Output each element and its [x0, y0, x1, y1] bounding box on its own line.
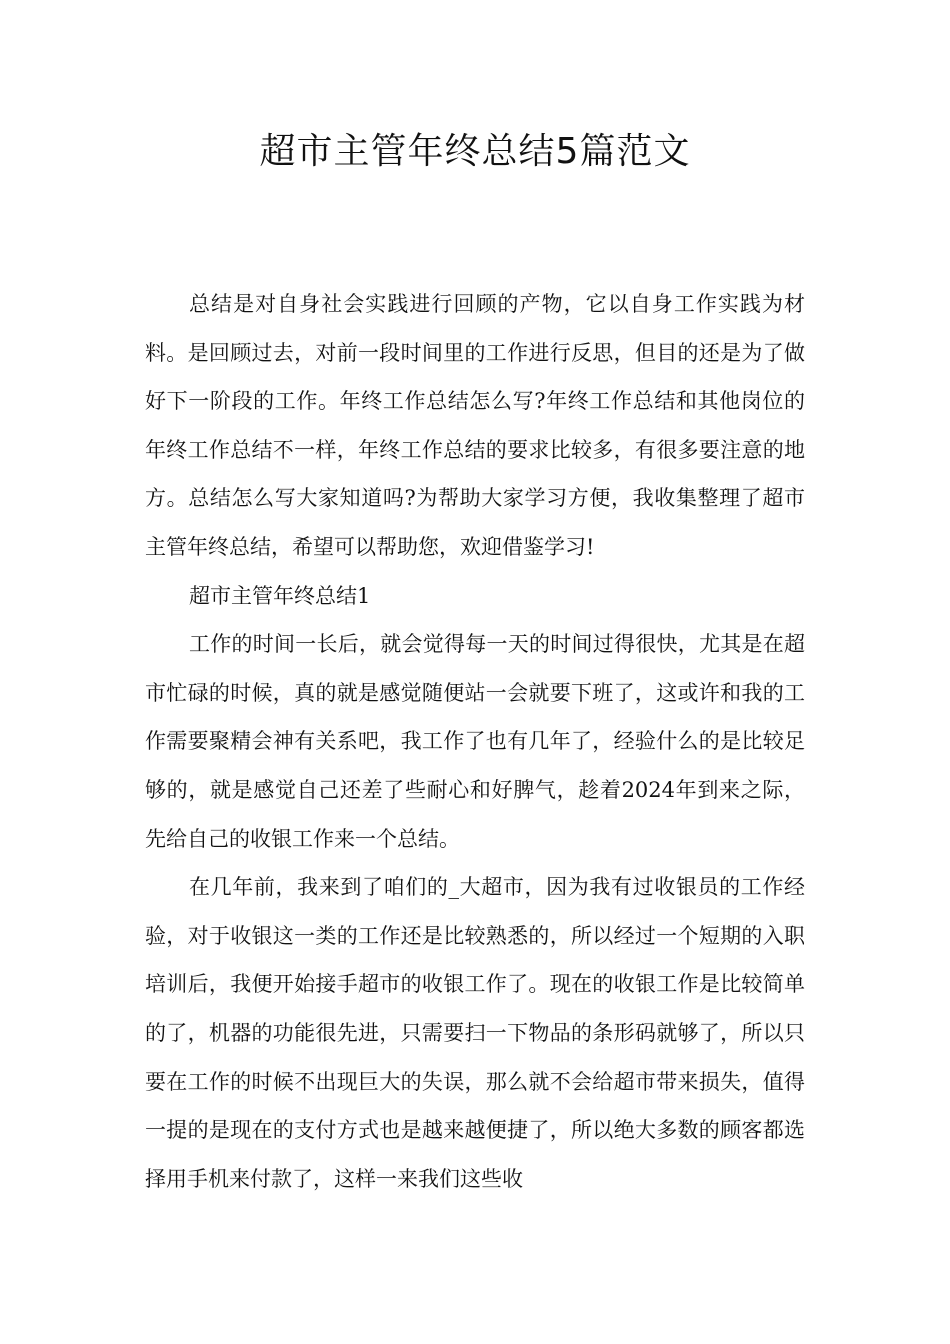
- document-body: [145, 280, 805, 1203]
- body-paragraph: 在几年前，我来到了咱们的_大超市，因为我有过收银员的工作经验，对于收银这一类的工作还是比较熟悉的，所以经过一个短期的入职培训后，我便开始接手超市的收银工作了。现在的收银工作是比较简单的了，机器的功能很先进，只需要扫一下物品的条形码就够了，所以只要在工作的时候不出现巨大的失误，那么就不会给超市带来损失，值得一提的是现在的支付方式也是越来越便捷了，所以绝大多数的顾客都选择用手机来付款了，这样一来我们这些收: [145, 875, 805, 1191]
- document-title: 超市主管年终总结5篇范文: [259, 131, 691, 172]
- section-heading: 超市主管年终总结1: [189, 583, 371, 608]
- body-paragraph: 工作的时间一长后，就会觉得每一天的时间过得很快，尤其是在超市忙碌的时候，真的就是感觉随便站一会就要下班了，这或许和我的工作需要聚精会神有关系吧，我工作了也有几年了，经验什么的是比较足够的，就是感觉自己还差了些耐心和好脾气，趁着2024年到来之际，先给自己的收银工作来一个总结。: [145, 632, 805, 851]
- intro-paragraph: 总结是对自身社会实践进行回顾的产物，它以自身工作实践为材料。是回顾过去，对前一段时间里的工作进行反思，但目的还是为了做好下一阶段的工作。年终工作总结怎么写?年终工作总结和其他岗位的年终工作总结不一样，年终工作总结的要求比较多，有很多要注意的地方。总结怎么写大家知道吗?为帮助大家学习方便，我收集整理了超市主管年终总结，希望可以帮助您，欢迎借鉴学习!: [145, 292, 805, 559]
